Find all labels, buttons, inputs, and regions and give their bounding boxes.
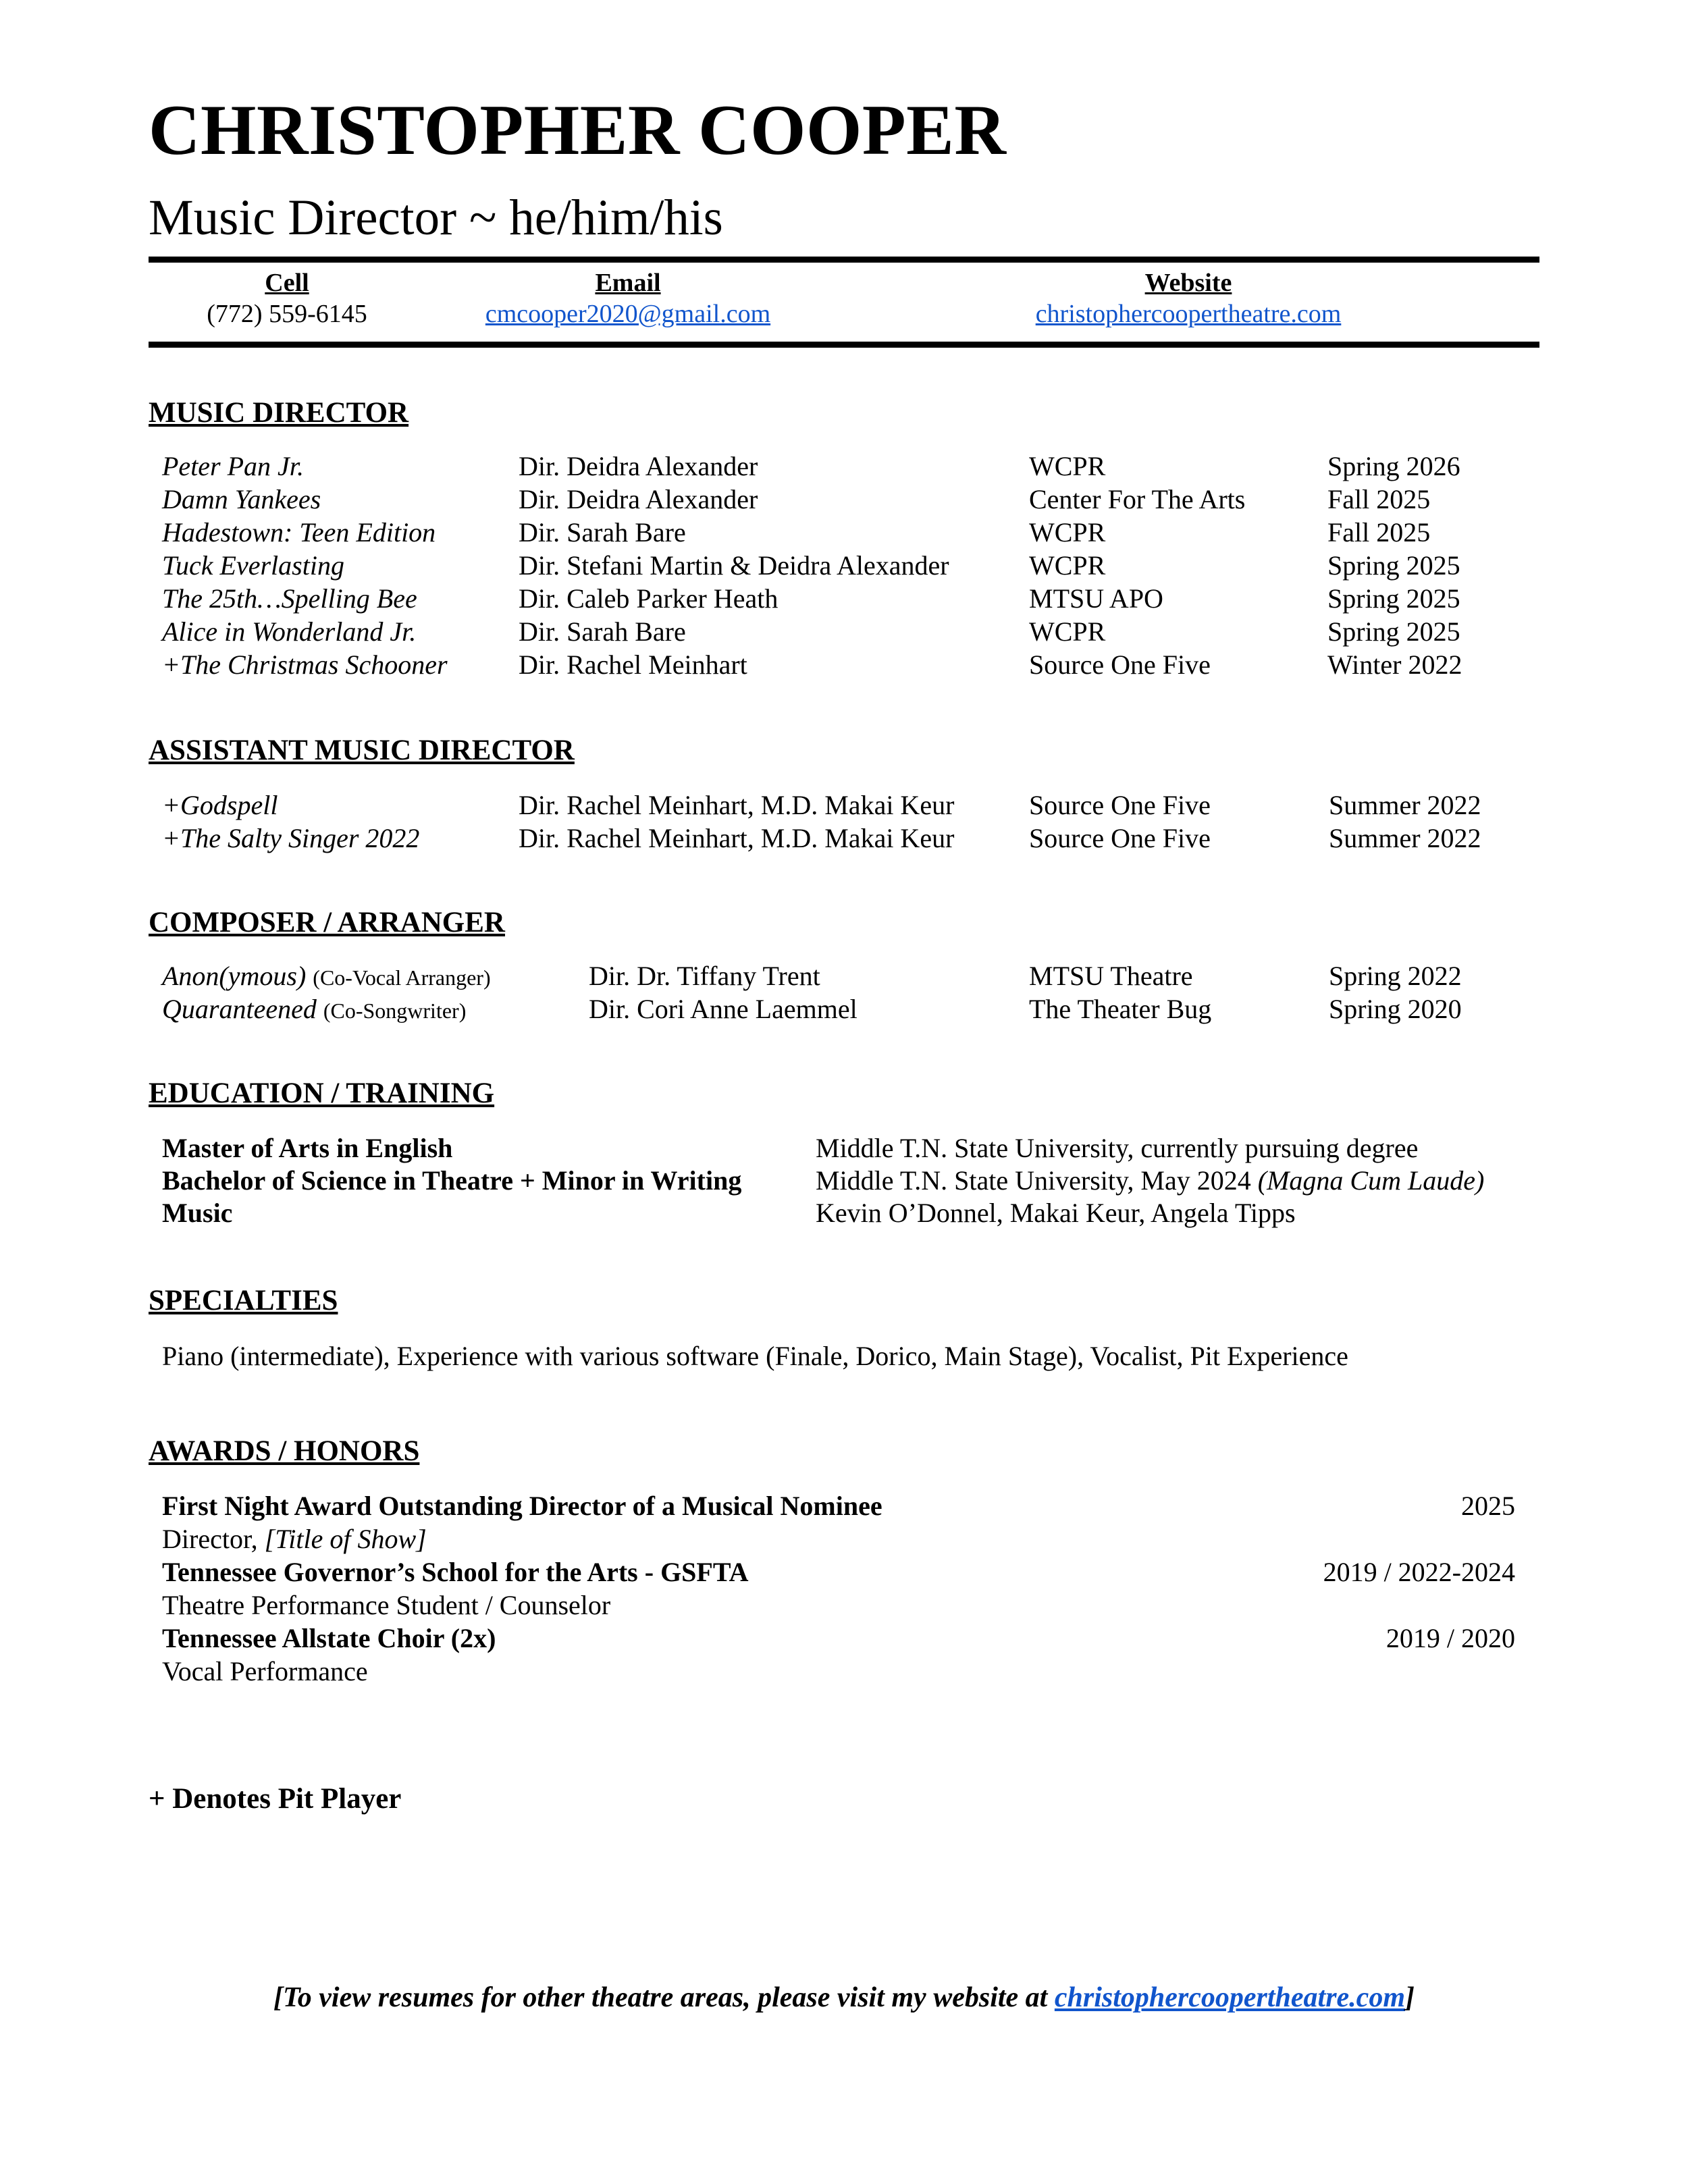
award-row	[0, 1555, 1688, 1589]
contact-email	[459, 267, 797, 329]
award-role-row	[0, 1522, 1688, 1555]
credit-row	[0, 450, 1688, 483]
credit-row	[0, 822, 1688, 855]
award-year: 2019 / 2022-2024	[1323, 1557, 1515, 1587]
credit-role: (Co-Songwriter)	[323, 998, 467, 1023]
credit-director: Dir. Deidra Alexander	[519, 451, 758, 481]
education-detail: Middle T.N. State University, currently pursuing degree	[816, 1133, 1419, 1163]
credit-director: Dir. Rachel Meinhart	[519, 649, 747, 680]
credit-show: Alice in Wonderland Jr.	[162, 616, 417, 647]
credit-venue: WCPR	[1029, 616, 1106, 647]
education-degree: Bachelor of Science in Theatre + Minor in Writing	[162, 1165, 742, 1196]
award-year: 2019 / 2020	[1386, 1623, 1515, 1653]
credit-date: Fall 2025	[1327, 484, 1431, 514]
footer-website-link[interactable]: christophercoopertheatre.com	[1054, 1982, 1405, 2013]
section-title-assistant-music-director: ASSISTANT MUSIC DIRECTOR	[149, 735, 575, 766]
website-link[interactable]: christophercoopertheatre.com	[1035, 300, 1342, 328]
credit-row	[0, 582, 1688, 615]
specialties-text: Piano (intermediate), Experience with various software (Finale, Dorico, Main Stage), Vocalist, Pit Experience	[162, 1341, 1348, 1371]
credit-show: The 25th…Spelling Bee	[162, 583, 417, 614]
credit-show-cell	[162, 959, 491, 994]
credit-row	[0, 648, 1688, 681]
credit-show: Anon(ymous)	[162, 961, 307, 991]
contact-website	[999, 267, 1377, 329]
credit-venue: Source One Five	[1029, 823, 1211, 853]
credit-director: Dir. Caleb Parker Heath	[519, 583, 779, 614]
footer-prefix: [To view resumes for other theatre areas, please visit my website at	[273, 1982, 1055, 2013]
credit-show: Peter Pan Jr.	[162, 451, 304, 481]
education-detail-cell	[816, 1164, 1484, 1197]
header-rule-bottom	[149, 342, 1539, 348]
education-honor: (Magna Cum Laude)	[1257, 1165, 1485, 1196]
credit-director: Dir. Dr. Tiffany Trent	[589, 961, 820, 991]
credit-director: Dir. Cori Anne Laemmel	[589, 994, 858, 1024]
cell-label: Cell	[265, 269, 309, 297]
credit-venue: Source One Five	[1029, 790, 1211, 820]
footer-note	[0, 1981, 1688, 2014]
credit-row	[0, 516, 1688, 549]
credit-venue: The Theater Bug	[1029, 994, 1212, 1024]
credit-show: Tuck Everlasting	[162, 550, 344, 581]
credit-director: Dir. Rachel Meinhart, M.D. Makai Keur	[519, 790, 955, 820]
credit-venue: Center For The Arts	[1029, 484, 1246, 514]
credit-show: +The Salty Singer 2022	[162, 823, 420, 853]
resume-name: CHRISTOPHER COOPER	[149, 90, 1007, 169]
credit-date: Spring 2026	[1327, 451, 1460, 481]
education-row	[0, 1196, 1688, 1229]
credit-venue: Source One Five	[1029, 649, 1211, 680]
header-rule-top	[149, 257, 1539, 263]
credit-row	[0, 549, 1688, 582]
credit-date: Spring 2025	[1327, 583, 1460, 614]
credit-venue: WCPR	[1029, 451, 1106, 481]
section-title-music-director: MUSIC DIRECTOR	[149, 397, 409, 429]
credit-venue: MTSU APO	[1029, 583, 1163, 614]
award-role: Theatre Performance Student / Counselor	[162, 1590, 611, 1620]
award-name: Tennessee Governor’s School for the Arts - GSFTA	[162, 1557, 749, 1587]
credit-row	[0, 992, 1688, 1026]
award-role: Vocal Performance	[162, 1656, 368, 1686]
specialties-row	[0, 1339, 1688, 1373]
credit-venue: WCPR	[1029, 550, 1106, 581]
cell-value: (772) 559-6145	[207, 300, 367, 328]
credit-venue: WCPR	[1029, 517, 1106, 548]
contact-cell	[176, 267, 398, 329]
award-role	[162, 1522, 427, 1555]
credit-date: Spring 2020	[1329, 994, 1462, 1024]
section-title-specialties: SPECIALTIES	[149, 1285, 338, 1316]
credit-date: Summer 2022	[1329, 823, 1481, 853]
credit-director: Dir. Rachel Meinhart, M.D. Makai Keur	[519, 823, 955, 853]
credit-show: Quaranteened	[162, 994, 317, 1024]
credit-date: Spring 2025	[1327, 550, 1460, 581]
credit-row	[0, 959, 1688, 992]
section-title-composer-arranger: COMPOSER / ARRANGER	[149, 907, 505, 938]
credit-row	[0, 789, 1688, 822]
credit-show: +The Christmas Schooner	[162, 649, 448, 680]
award-role-row	[0, 1655, 1688, 1688]
credit-show-cell	[162, 992, 466, 1028]
pit-player-footnote: + Denotes Pit Player	[149, 1783, 402, 1815]
section-title-education: EDUCATION / TRAINING	[149, 1077, 495, 1109]
credit-director: Dir. Stefani Martin & Deidra Alexander	[519, 550, 949, 581]
footer-suffix: ]	[1405, 1982, 1415, 2013]
credit-director: Dir. Sarah Bare	[519, 517, 686, 548]
award-role-show: [Title of Show]	[264, 1524, 427, 1554]
award-row	[0, 1489, 1688, 1522]
credit-row	[0, 483, 1688, 516]
education-row	[0, 1164, 1688, 1197]
education-row	[0, 1131, 1688, 1165]
award-role-prefix: Director,	[162, 1524, 265, 1554]
credit-date: Spring 2022	[1329, 961, 1462, 991]
award-row	[0, 1622, 1688, 1655]
education-degree: Music	[162, 1198, 233, 1228]
education-degree: Master of Arts in English	[162, 1133, 453, 1163]
education-detail: Middle T.N. State University, May 2024	[816, 1165, 1258, 1196]
credit-date: Spring 2025	[1327, 616, 1460, 647]
section-title-awards: AWARDS / HONORS	[149, 1435, 420, 1467]
award-role-row	[0, 1589, 1688, 1622]
credit-date: Fall 2025	[1327, 517, 1431, 548]
credit-date: Winter 2022	[1327, 649, 1462, 680]
email-link[interactable]: cmcooper2020@gmail.com	[485, 300, 771, 328]
credit-venue: MTSU Theatre	[1029, 961, 1193, 991]
education-detail: Kevin O’Donnel, Makai Keur, Angela Tipps	[816, 1198, 1296, 1228]
award-name: First Night Award Outstanding Director of a Musical Nominee	[162, 1491, 882, 1521]
resume-subtitle: Music Director ~ he/him/his	[149, 190, 723, 246]
credit-role: (Co-Vocal Arranger)	[313, 965, 491, 990]
award-year: 2025	[1461, 1491, 1515, 1521]
credit-director: Dir. Deidra Alexander	[519, 484, 758, 514]
credit-director: Dir. Sarah Bare	[519, 616, 686, 647]
credit-date: Summer 2022	[1329, 790, 1481, 820]
award-name: Tennessee Allstate Choir (2x)	[162, 1623, 496, 1653]
credit-show: Hadestown: Teen Edition	[162, 517, 436, 548]
website-label: Website	[1144, 269, 1232, 297]
email-label: Email	[595, 269, 661, 297]
credit-show: +Godspell	[162, 790, 278, 820]
credit-show: Damn Yankees	[162, 484, 321, 514]
credit-row	[0, 615, 1688, 648]
